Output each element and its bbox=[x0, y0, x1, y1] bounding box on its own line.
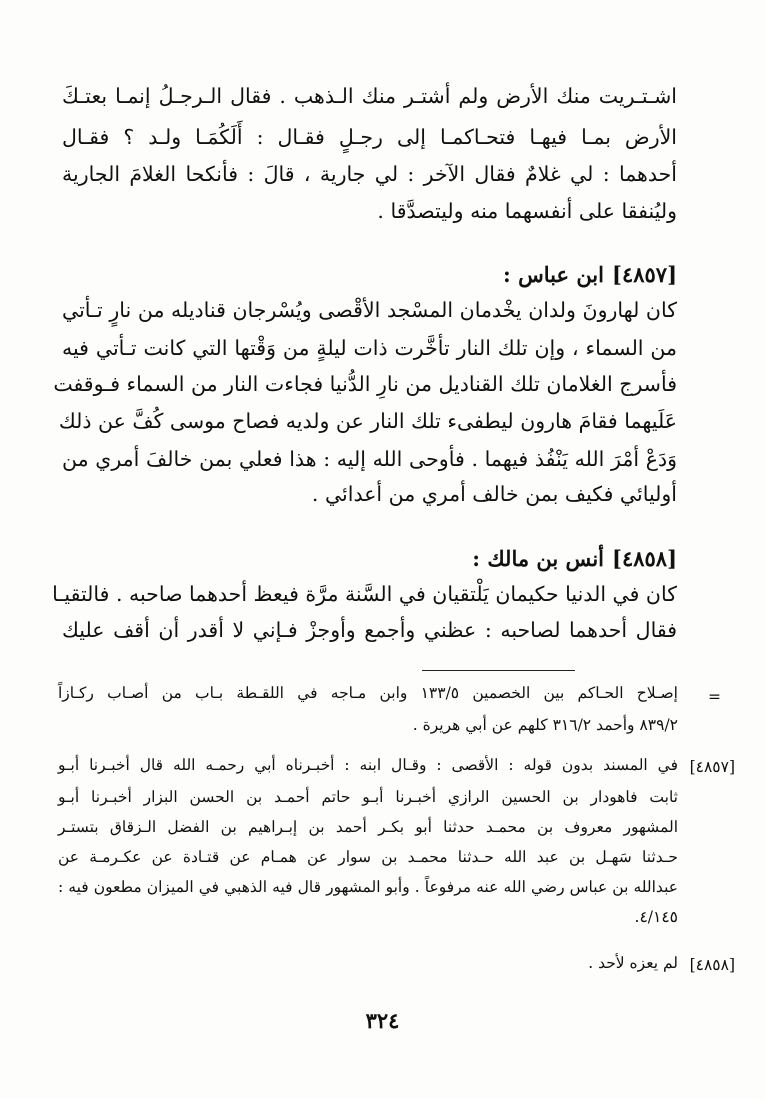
text-line: أوليائي فكيف بمن خالف أمري من أعدائي . bbox=[311, 482, 677, 506]
text-line: كان لهارونَ ولدان يخْدمان المسْجد الأقْصى ويُسْرجان قناديله من نارٍ تـأتي bbox=[62, 298, 677, 322]
text-line: اشـتـريت منك الأرض ولم أشتـر منك الـذهب . فقال الـرجـلُ إنمـا بعتـكَ bbox=[62, 84, 677, 108]
entry-number: [٤٨٥٨] bbox=[612, 546, 677, 571]
entry-narrator: أنس بن مالك : bbox=[472, 546, 604, 571]
text-line: كان في الدنيا حكيمان يَلْتقيان في السَّنة مرَّة فيعظ أحدهما صاحبه . فالتقيـا bbox=[52, 582, 677, 606]
footnote-line: ٤/١٤٥. bbox=[634, 908, 678, 926]
footnote-line: ثابت فاهودار بن الحسين الرازي أخبـرنا أبـو حاتم أحمـد بن الحسن البزار أخبـرنا أبـو bbox=[58, 788, 678, 806]
text-line: من السماء ، وإن تلك النار تأخَّرت ذات ليلةٍ من وَقْتها التي كانت تـأتي فيه bbox=[62, 336, 677, 360]
footnote-line: في المسند بدون قوله : الأقصى : وقـال ابنه : أخبـرناه أبي رحمـه الله قال أخبـرنا أبـو bbox=[58, 756, 678, 774]
text-line: أحدهما : لي غلامٌ فقال الآخر : لي جارية ، قالَ : فأنكحا الغلامَ الجارية bbox=[62, 162, 677, 186]
entry-heading bbox=[472, 546, 677, 571]
footnote-line: ٨٣٩/٢ وأحمد ٣١٦/٢ كلهم عن أبي هريرة . bbox=[412, 716, 678, 734]
footnote-line: عبدالله بن عباس رضي الله عنه مرفوعاً . وأبو المشهور قال فيه الذهبي في الميزان مطعون فيه : bbox=[58, 878, 678, 896]
footnote-number: [٤٨٥٧] bbox=[689, 758, 735, 776]
footnote-divider bbox=[422, 670, 575, 671]
text-line: فقال أحدهما لصاحبه : عظني وأجمع وأوجزْ فـإني لا أقدر أن أقف عليك bbox=[62, 618, 677, 642]
text-line: وليُنفقا على أنفسهما منه وليتصدَّقا . bbox=[377, 199, 677, 223]
footnote-number: [٤٨٥٨] bbox=[689, 956, 735, 974]
text-line: الأرض بمـا فيهـا فتحـاكمـا إلى رجـلٍ فقـال : أَلَكُمَـا ولـد ؟ فقـال bbox=[62, 125, 677, 149]
entry-heading bbox=[503, 262, 677, 287]
text-line: فأسرج الغلامان تلك القناديل من نارِ الدُّنيا فجاءت النار من السماء فـوقفت bbox=[53, 372, 677, 396]
footnote-line: إصـلاح الحـاكم بين الخصمين ١٣٣/٥ وابن مـاجه في اللقـطة بـاب من أصـاب ركـازاً bbox=[58, 684, 678, 702]
text-line: عَلَيهما فقامَ هارون ليطفىء تلك النار عن ولديه فصاح موسى كُفَّ عن ذلك bbox=[58, 409, 677, 433]
continuation-marker: = bbox=[708, 688, 721, 706]
entry-number: [٤٨٥٧] bbox=[612, 262, 677, 287]
text-line: وَدَعْ أمْرَ الله يَنْفُذ فيهما . فأوحى الله إليه : هذا فعلي بمن خالفَ أمري من bbox=[62, 447, 677, 471]
page-number: ٣٢٤ bbox=[365, 1008, 400, 1033]
entry-narrator: ابن عباس : bbox=[503, 262, 604, 287]
footnote-line: المشهور معروف بن محمـد حدثنا أبو بكـر أحمد بن إبـراهيم بن الفضل الـزقاق بتستـر bbox=[58, 818, 678, 836]
footnote-line: لم يعزه لأحد . bbox=[588, 954, 678, 972]
footnote-line: حـدثنا سَهـل بن عبد الله حـدثنا محمـد بن سوار عن همـام عن قتـادة عن عكـرمـة عن bbox=[58, 848, 678, 866]
